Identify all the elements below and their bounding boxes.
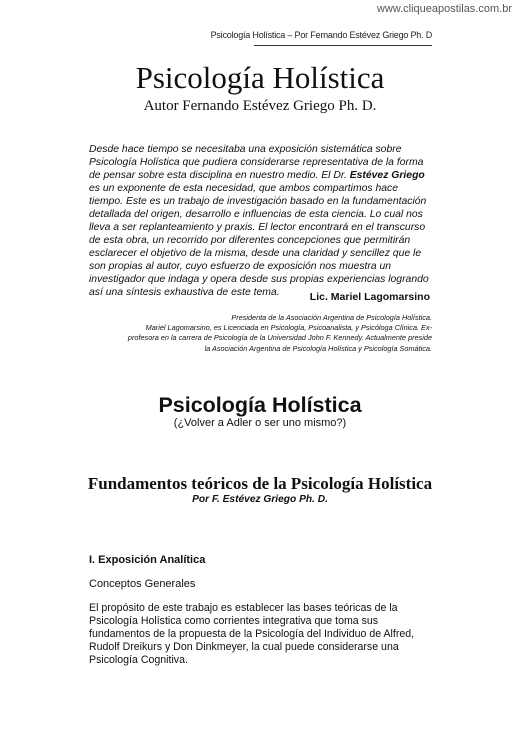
signature-line: Mariel Lagomarsino, es Licenciada en Psicología, Psicoanalista, y Psicóloga Clínica. Ex-	[145, 323, 432, 333]
signature-line: la Asociación Argentina de Psicología Holística y Psicología Somática.	[204, 343, 432, 353]
fundamentos-author: Por F. Estévez Griego Ph. D.	[192, 494, 328, 505]
signature-details	[89, 313, 432, 354]
document-title: Psicología Holística	[135, 60, 385, 95]
concepts-subheading: Conceptos Generales	[89, 578, 196, 590]
signature-line: Presidenta de la Asociación Argentina de Psicología Holística.	[231, 313, 432, 322]
exposition-heading: I. Exposición Analítica	[89, 554, 206, 566]
intro-text-after: es un exponente de esta necesidad, que ambos compartimos hace tiempo. Este es un trabajo de investigación basado en la fundamentación detallada del origen, desarrollo e influencias de esta ciencia. Lo cual nos lleva a ser replanteamiento y praxis. El lector encontrará en el transcurso de esta obra, un recorrido por diferentes concepciones que permitirán esclarecer el objetivo de la misma, desde una claridad y sencillez que le son propias al autor, cuyo esfuerzo de exposición nos muestra un investigador que indaga y opera desde sus propias experiencias logrando así una síntesis exhaustiva de este tema.	[89, 183, 429, 298]
body-paragraph: El propósito de este trabajo es establecer las bases teóricas de la Psicología Holística como corrientes integrativa que toma sus fundamentos de la propuesta de la Psicología del Individuo de Alfred, Rudolf Dreikurs y Don Dinkmeyer, la cual puede considerarse una Psicología Cognitiva.	[89, 602, 415, 666]
intro-paragraph	[89, 143, 432, 299]
intro-text-before: Desde hace tiempo se necesitaba una exposición sistemática sobre Psicología Holística que pudiera considerarse representativa de la forma de pensar sobre esta disciplina en nuestro medio. El Dr.	[89, 144, 424, 181]
section-subtitle: (¿Volver a Adler o ser uno mismo?)	[173, 417, 347, 429]
section-title: Psicología Holística	[158, 393, 362, 417]
intro-bold-name: Estévez Griego	[349, 170, 425, 181]
fundamentos-title: Fundamentos teóricos de la Psicología Holística	[87, 474, 433, 493]
document-author: Autor Fernando Estévez Griego Ph. D.	[143, 98, 377, 114]
signature-name: Lic. Mariel Lagomarsino	[309, 291, 430, 303]
running-header: Psicología Holística – Por Fernando Estévez Griego Ph. D	[210, 30, 432, 40]
header-rule	[254, 45, 432, 46]
site-url: www.cliqueapostilas.com.br	[376, 3, 512, 15]
signature-line: profesora en la carrera de Psicología de la Universidad John F. Kennedy. Actualmente preside	[127, 333, 432, 343]
